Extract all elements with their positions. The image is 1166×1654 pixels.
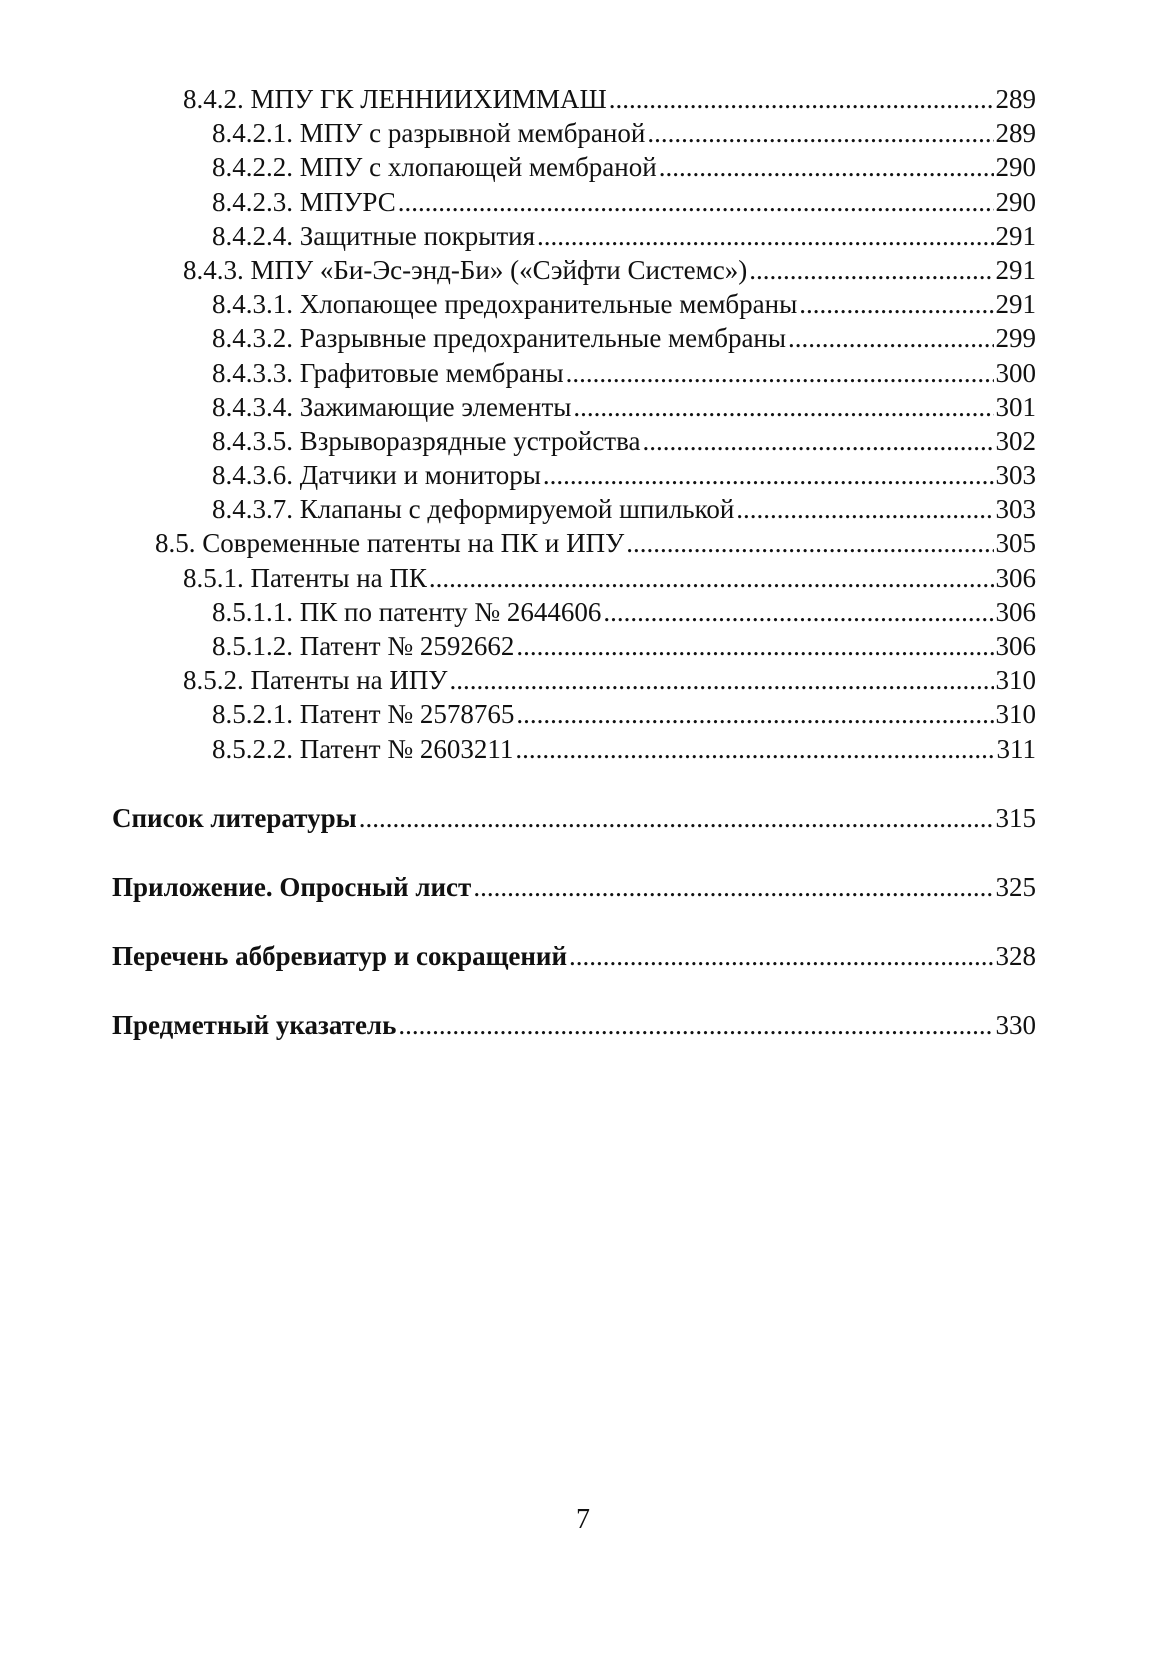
dot-leader [537,219,994,253]
toc-entry[interactable] [0,595,1166,629]
dot-leader [398,1008,993,1042]
dot-leader [609,82,994,116]
toc-entry[interactable] [0,458,1166,492]
toc-entry[interactable] [0,629,1166,663]
toc-entry-page: 303 [995,494,1036,525]
toc-entry-page: 289 [995,84,1036,114]
toc-entry[interactable] [0,492,1166,526]
toc-entry-label: Приложение. Опросный лист [112,871,472,902]
toc-entry-page: 291 [995,289,1036,320]
dot-leader [573,390,993,424]
toc-entry-page: 328 [995,940,1036,971]
toc-chapter-entry[interactable] [0,973,1166,1042]
dot-leader [642,424,993,458]
dot-leader [429,561,994,595]
dot-leader [398,185,994,219]
toc-entry-page: 306 [995,562,1036,593]
dot-leader [788,321,993,355]
toc-entry[interactable] [0,116,1166,150]
dot-leader [516,697,993,731]
toc-entry[interactable] [0,356,1166,390]
dot-leader [626,526,993,560]
toc-entry-page: 291 [995,254,1036,285]
dot-leader [359,801,994,835]
toc-entry-page: 303 [995,460,1036,491]
toc-entry-page: 310 [995,699,1036,730]
toc-chapter-entry[interactable] [0,904,1166,973]
toc-entry-label: 8.4.3. МПУ «Би-Эс-энд-Би» («Сэйфти Системс») [183,254,748,285]
dot-leader [603,595,993,629]
toc-entry-label: Перечень аббревиатур и сокращений [112,940,568,971]
toc-entry-page: 310 [995,665,1036,696]
table-of-contents [0,82,1166,1042]
toc-entry-label: 8.5.1. Патенты на ПК [183,562,427,593]
toc-entry[interactable] [0,390,1166,424]
dot-leader [647,116,993,150]
toc-entry-page: 289 [995,118,1036,149]
dot-leader [543,458,994,492]
dot-leader [659,150,994,184]
toc-entry-page: 300 [995,357,1036,388]
toc-entry-label: 8.4.3.7. Клапаны с деформируемой шпилькой [212,494,735,525]
toc-entry[interactable] [0,561,1166,595]
toc-entry[interactable] [0,321,1166,355]
toc-entry[interactable] [0,82,1166,116]
toc-entry-label: 8.4.2.4. Защитные покрытия [212,220,535,251]
toc-entry-label: 8.5.2.2. Патент № 2603211 [212,733,514,764]
toc-entry[interactable] [0,185,1166,219]
toc-entry-label: 8.4.3.2. Разрывные предохранительные мембраны [212,323,787,354]
toc-entry[interactable] [0,732,1166,766]
toc-entry[interactable] [0,424,1166,458]
toc-entry-page: 291 [995,220,1036,251]
toc-entry-page: 302 [995,425,1036,456]
toc-entry-page: 330 [995,1009,1036,1040]
toc-entry-page: 315 [995,802,1036,833]
toc-entry-label: 8.4.3.1. Хлопающее предохранительные мембраны [212,289,798,320]
toc-entry-label: 8.5.1.2. Патент № 2592662 [212,631,515,661]
toc-entry[interactable] [0,150,1166,184]
toc-entry-label: 8.4.2.3. МПУРС [212,186,396,217]
toc-entry-label: 8.4.3.5. Взрыворазрядные устройства [212,425,641,456]
toc-entry-page: 306 [995,631,1036,661]
toc-entry-label: Список литературы [112,802,357,833]
toc-chapter-entry[interactable] [0,766,1166,835]
toc-entry[interactable] [0,526,1166,560]
dot-leader [749,253,993,287]
toc-entry-page: 299 [995,323,1036,354]
dot-leader [515,732,994,766]
dot-leader [516,629,993,663]
toc-entry-label: 8.5.2.1. Патент № 2578765 [212,699,515,730]
toc-entry-page: 290 [995,186,1036,217]
toc-chapter-entry[interactable] [0,835,1166,904]
dot-leader [569,939,993,973]
toc-entry-label: 8.5.1.1. ПК по патенту № 2644606 [212,596,602,627]
dot-leader [736,492,993,526]
toc-entry-page: 311 [996,733,1036,764]
toc-entry-page: 306 [995,596,1036,627]
dot-leader [566,356,994,390]
toc-entry-label: Предметный указатель [112,1009,397,1040]
page-number: 7 [576,1504,590,1535]
toc-entry-page: 305 [995,528,1036,559]
dot-leader [473,870,993,904]
dot-leader [799,287,993,321]
toc-entry[interactable] [0,287,1166,321]
dot-leader [450,663,994,697]
toc-entry-label: 8.4.3.4. Зажимающие элементы [212,391,572,422]
toc-entry-label: 8.4.3.3. Графитовые мембраны [212,357,564,388]
toc-entry-page: 290 [995,152,1036,183]
toc-entry-label: 8.4.2. МПУ ГК ЛЕННИИХИММАШ [183,84,607,114]
toc-entry[interactable] [0,219,1166,253]
toc-entry-page: 301 [995,391,1036,422]
toc-entry[interactable] [0,253,1166,287]
toc-entry[interactable] [0,697,1166,731]
toc-entry-label: 8.4.3.6. Датчики и мониторы [212,460,541,491]
toc-entry-label: 8.5.2. Патенты на ИПУ [183,665,448,696]
toc-entry[interactable] [0,663,1166,697]
toc-entry-label: 8.4.2.1. МПУ с разрывной мембраной [212,118,646,149]
toc-entry-label: 8.5. Современные патенты на ПК и ИПУ [155,528,625,559]
toc-entry-label: 8.4.2.2. МПУ с хлопающей мембраной [212,152,657,183]
toc-entry-page: 325 [995,871,1036,902]
